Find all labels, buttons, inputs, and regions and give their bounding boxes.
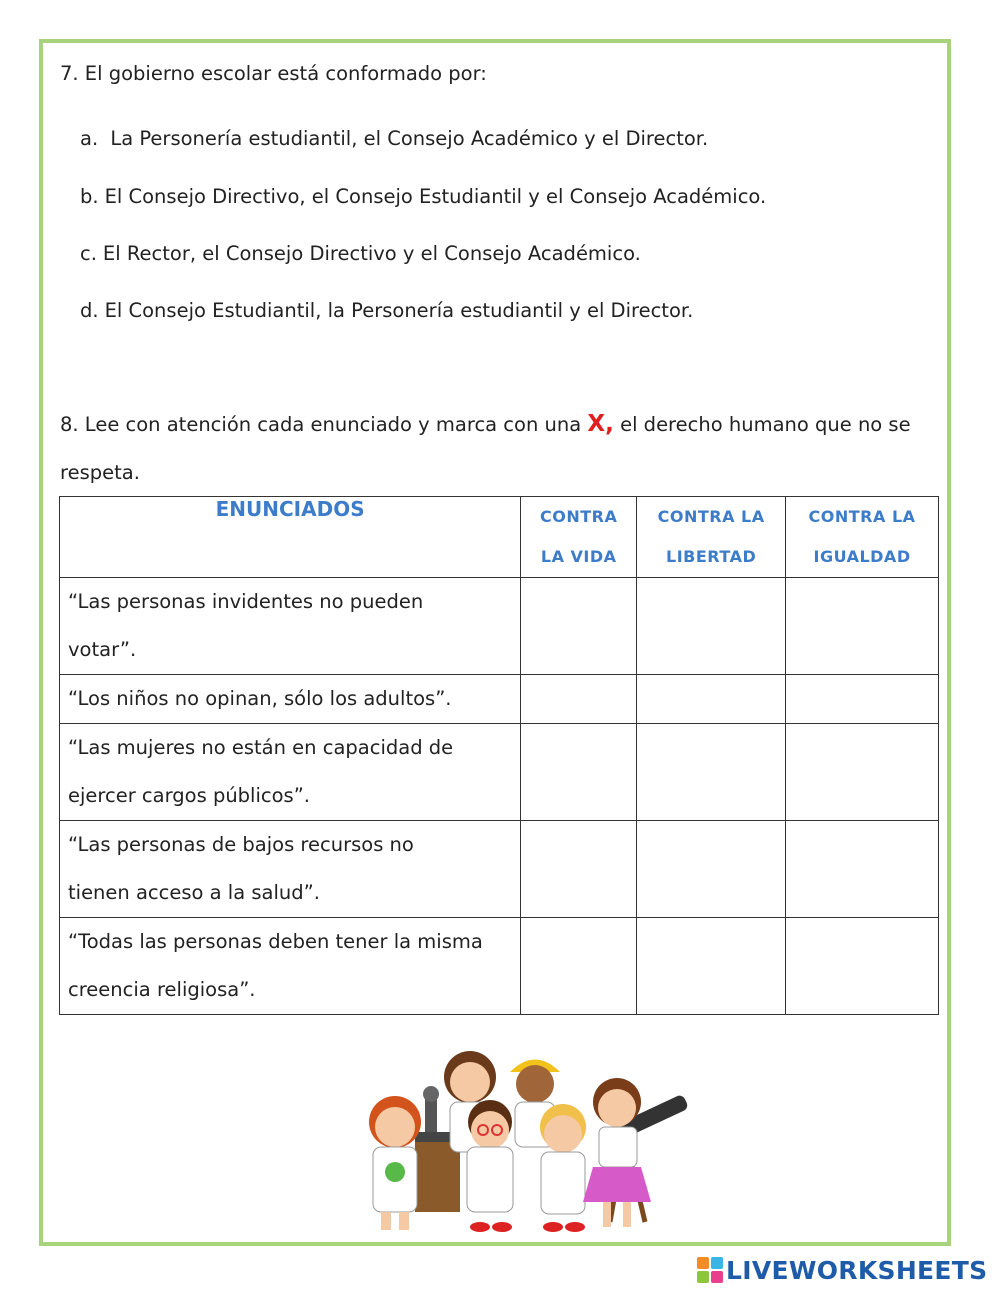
answer-cell-libertad[interactable] — [637, 821, 786, 918]
answer-cell-libertad[interactable] — [637, 675, 786, 724]
question-8-text-start: 8. Lee con atención cada enunciado y marca con una — [60, 413, 588, 436]
table-header-row — [60, 497, 939, 578]
answer-cell-igualdad[interactable] — [786, 578, 939, 675]
liveworksheets-logo — [697, 1252, 987, 1288]
answer-cell-igualdad[interactable] — [786, 675, 939, 724]
header-line: LIBERTAD — [666, 547, 757, 566]
kid-glasses — [467, 1100, 513, 1232]
statement-line: “Las mujeres no están en capacidad de — [68, 736, 454, 759]
answer-cell-libertad[interactable] — [637, 578, 786, 675]
answer-cell-igualdad[interactable] — [786, 821, 939, 918]
answer-cell-libertad[interactable] — [637, 724, 786, 821]
option-letter: a. — [80, 127, 99, 150]
option-b — [80, 185, 766, 208]
question-8-text-end: el derecho humano que no se respeta. — [60, 413, 911, 484]
option-letter: c. — [80, 242, 97, 265]
header-line: CONTRA — [540, 507, 618, 526]
answer-cell-vida[interactable] — [521, 821, 637, 918]
statement-line: “Los niños no opinan, sólo los adultos”. — [68, 687, 452, 710]
table-row — [60, 675, 939, 724]
answer-cell-vida[interactable] — [521, 578, 637, 675]
x-mark-symbol: X, — [587, 411, 614, 437]
logo-text: LIVEWORKSHEETS — [726, 1255, 988, 1285]
header-line: IGUALDAD — [813, 547, 911, 566]
answer-cell-vida[interactable] — [521, 724, 637, 821]
answer-cell-igualdad[interactable] — [786, 918, 939, 1015]
answer-cell-vida[interactable] — [521, 918, 637, 1015]
option-a — [80, 127, 708, 150]
statement-line: “Todas las personas deben tener la misma — [68, 930, 483, 953]
statement-cell — [60, 821, 521, 918]
header-line: CONTRA LA — [657, 507, 765, 526]
table-row — [60, 821, 939, 918]
table-row — [60, 918, 939, 1015]
statement-line: creencia religiosa”. — [68, 978, 256, 1001]
statement-line: tienen acceso a la salud”. — [68, 881, 320, 904]
option-text: El Rector, el Consejo Directivo y el Consejo Académico. — [102, 242, 641, 265]
header-contra-la-libertad — [637, 497, 786, 578]
option-text: El Consejo Directivo, el Consejo Estudiantil y el Consejo Académico. — [104, 185, 767, 208]
rights-table — [59, 496, 939, 1015]
option-text: El Consejo Estudiantil, la Personería estudiantil y el Director. — [104, 299, 694, 322]
option-c — [80, 242, 641, 265]
option-text: La Personería estudiantil, el Consejo Académico y el Director. — [104, 127, 709, 150]
question-8-prompt — [60, 400, 940, 497]
table-row — [60, 724, 939, 821]
logo-squares-icon — [697, 1257, 723, 1283]
answer-cell-libertad[interactable] — [637, 918, 786, 1015]
statement-line: ejercer cargos públicos”. — [68, 784, 311, 807]
answer-cell-igualdad[interactable] — [786, 724, 939, 821]
header-contra-la-igualdad — [786, 497, 939, 578]
header-line: LA VIDA — [540, 547, 617, 566]
option-letter: d. — [80, 299, 99, 322]
statement-cell — [60, 918, 521, 1015]
statement-line: votar”. — [68, 638, 137, 661]
question-7-prompt: 7. El gobierno escolar está conformado por: — [60, 62, 487, 85]
statement-line: “Las personas invidentes no pueden — [68, 590, 424, 613]
option-letter: b. — [80, 185, 99, 208]
header-line: CONTRA LA — [808, 507, 916, 526]
statement-cell — [60, 724, 521, 821]
table-row — [60, 578, 939, 675]
statement-cell — [60, 675, 521, 724]
kid-blonde — [540, 1104, 586, 1232]
answer-cell-vida[interactable] — [521, 675, 637, 724]
kid-redhead — [369, 1096, 421, 1230]
children-illustration — [355, 1042, 700, 1237]
statement-cell — [60, 578, 521, 675]
statement-line: “Las personas de bajos recursos no — [68, 833, 414, 856]
header-contra-la-vida — [521, 497, 637, 578]
header-enunciados: ENUNCIADOS — [60, 497, 521, 578]
option-d — [80, 299, 693, 322]
